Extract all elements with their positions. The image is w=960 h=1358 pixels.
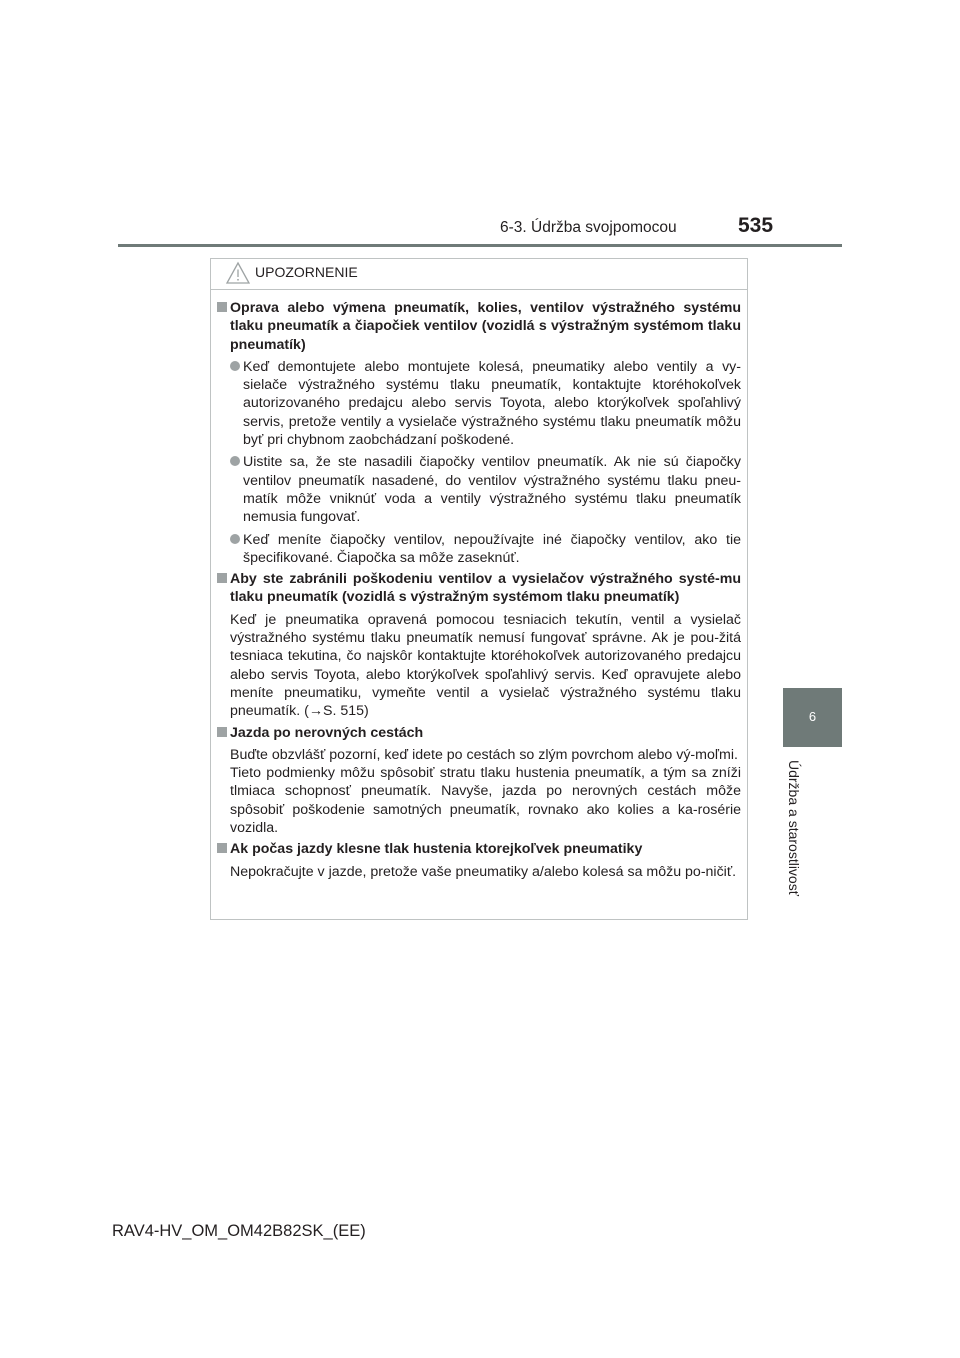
section-text: Tieto podmienky môžu spôsobiť stratu tlaku hustenia pneumatík, a tým sa zníži tlmiaca schopnosť pneumatík. Navyše, jazda po nerovných cestách môže spôsobiť poškodenie samotných pneumatík, rovnako ako kolies a ka-rosérie vozidla. [230,765,741,837]
warning-section [217,840,741,881]
section-title-text: Oprava alebo výmena pneumatík, kolies, ventilov výstražného systému tlaku pneumatík a čiapočiek ventilov (vozidlá s výstražným systémom tlaku pneumatík) [230,300,741,353]
bullet-item [217,358,741,449]
header-divider [118,244,842,247]
square-bullet-icon [217,573,227,583]
square-bullet-icon [217,302,227,312]
section-text: Keď je pneumatika opravená pomocou tesniacich tekutín, ventil a vysielač výstražného systému tlaku pneumatík nemusí fungovať správne. Ak je pou-žitá tesniaca tekutina, čo najskôr kontaktujte ktoréhokoľvek autorizovaného predajcu alebo servis Toyota, alebo ktorýkoľvek spoľahlivý servis. Keď opravujete alebo meníte pneumatiku, vymeňte ventil a vysielač výstražného systému tlaku pneumatík. (→S. 515) [230,611,741,720]
square-bullet-icon [217,727,227,737]
section-title-text: Jazda po nerovných cestách [230,724,424,741]
round-bullet-icon [230,361,240,371]
bullet-item [217,531,741,568]
chapter-tab-number: 6 [808,709,817,724]
warning-box [210,258,748,920]
section-heading: 6-3. Údržba svojpomocou [500,219,677,236]
round-bullet-icon [230,534,240,544]
round-bullet-icon [230,456,240,466]
warning-title: UPOZORNENIE [255,264,358,280]
warning-body [211,290,747,881]
section-text: Nepokračujte v jazde, pretože vaše pneumatiky a/alebo kolesá sa môžu po-ničiť. [230,863,737,880]
warning-triangle-icon [225,261,251,285]
section-title-text: Ak počas jazdy klesne tlak hustenia ktorejkoľvek pneumatiky [230,841,643,858]
section-text: Buďte obzvlášť pozorní, keď idete po cestách so zlým povrchom alebo vý-moľmi. [230,746,738,763]
chapter-tab-label: Údržba a starostlivosť [786,760,802,896]
page-number: 535 [738,214,774,237]
document-code: RAV4-HV_OM_OM42B82SK_(EE) [112,1222,366,1240]
warning-section [217,299,741,567]
square-bullet-icon [217,843,227,853]
bullet-item [217,453,741,526]
section-title-text: Aby ste zabránili poškodeniu ventilov a vysielačov výstražného systé-mu tlaku pneumatík (vozidlá s výstražným systémom tlaku pneumatík) [230,571,741,606]
section-title [217,840,741,858]
section-title [217,299,741,354]
bullet-text: Keď demontujete alebo montujete kolesá, pneumatiky alebo ventily a vy-sielače výstražného systému tlaku pneumatík, kontaktujte ktoréhokoľvek autorizovaného predajcu alebo servis Toyota, alebo ktorýkoľvek spoľahlivý servis, pretože ventily a vysielače výstražného systému tlaku pneumatík môžu byť pri chybnom zaobchádzaní poškodené. [243,358,741,449]
section-title [217,570,741,607]
warning-section [217,724,741,838]
warning-header [211,259,747,290]
bullet-text: Uistite sa, že ste nasadili čiapočky ventilov pneumatík. Ak nie sú čiapočky ventilov pneumatík nasadené, do ventilov výstražného systému tlaku pneu-matík môže vniknúť voda a ventily výstražného systému tlaku pneumatík nemusia fungovať. [243,454,741,526]
warning-section [217,570,741,720]
bullet-text: Keď meníte čiapočky ventilov, nepoužívajte iné čiapočky ventilov, ako tie špecifikované. Čiapočka sa môže zaseknúť. [243,531,741,566]
section-title [217,724,741,742]
